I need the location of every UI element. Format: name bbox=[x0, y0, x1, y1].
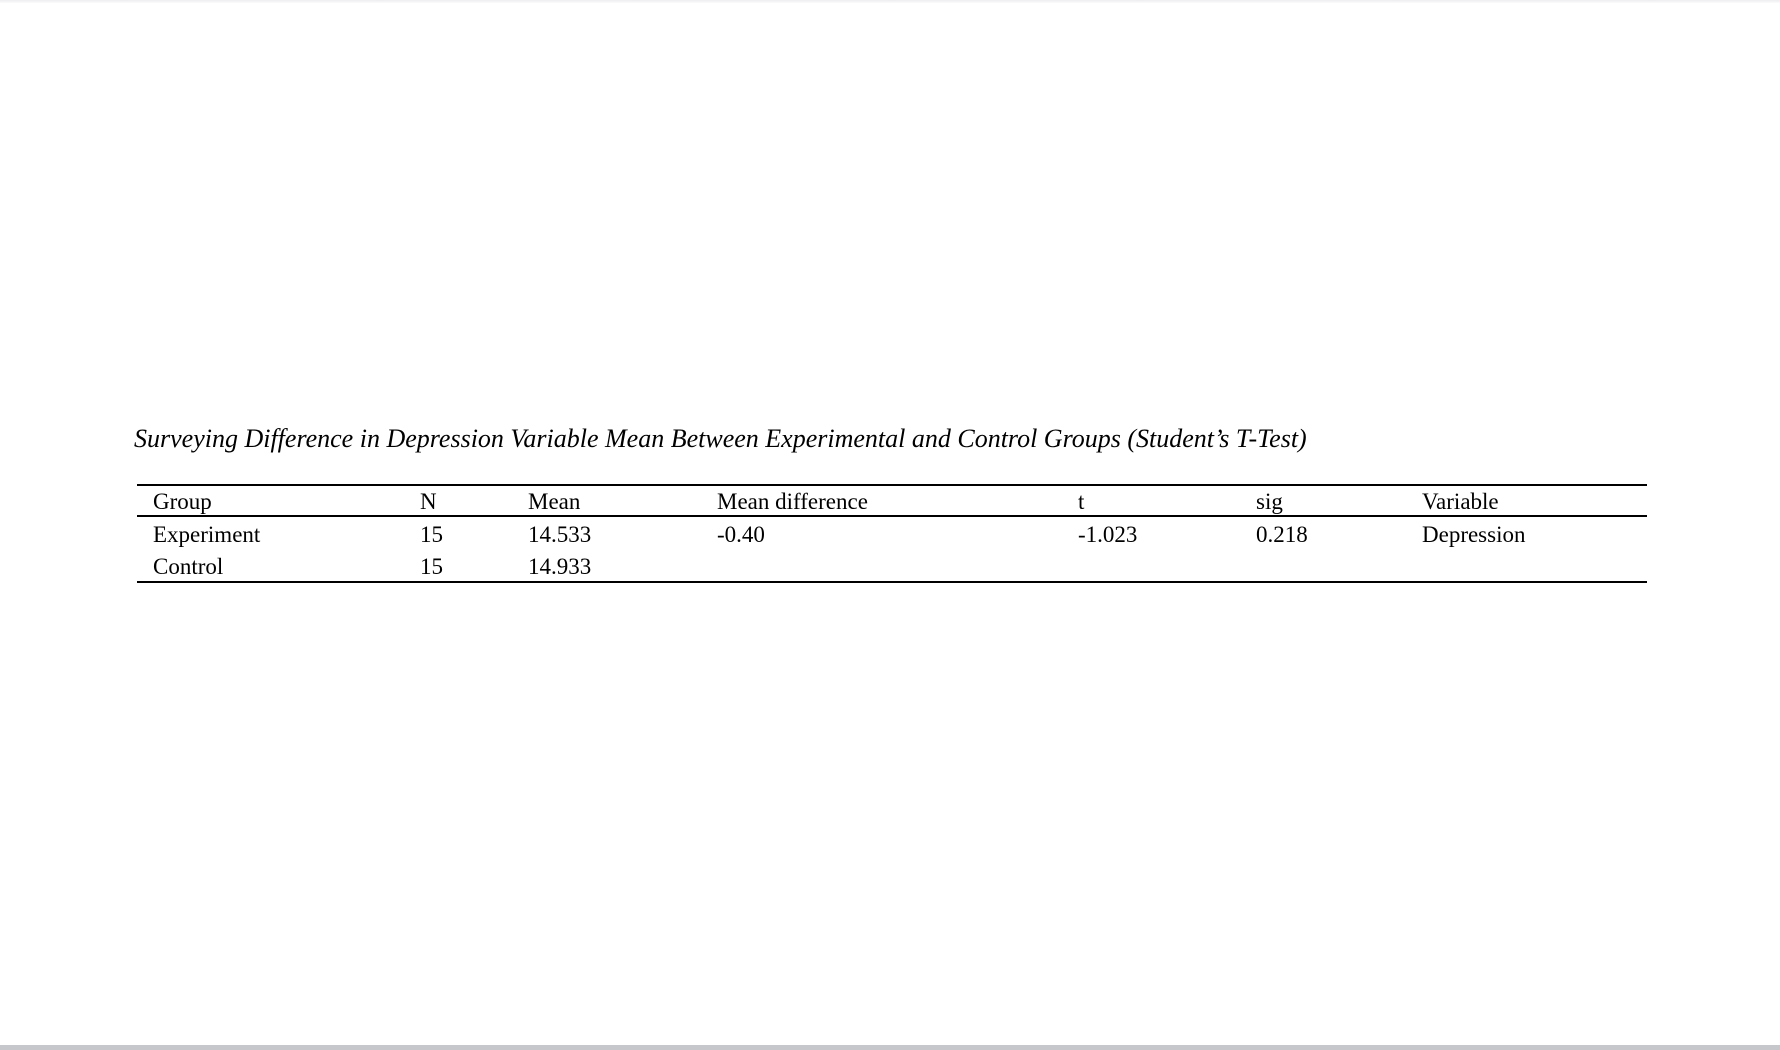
column-header-variable: Variable bbox=[1422, 488, 1499, 514]
cell-group: Control bbox=[153, 553, 224, 579]
page-top-edge bbox=[0, 0, 1780, 3]
cell-variable bbox=[1406, 549, 1647, 582]
cell-sig: 0.218 bbox=[1256, 521, 1308, 547]
cell-mean: 14.533 bbox=[528, 521, 592, 547]
page-bottom-edge bbox=[0, 1045, 1780, 1050]
column-header-t: t bbox=[1078, 488, 1085, 514]
cell-t: -1.023 bbox=[1078, 521, 1138, 547]
cell-sig bbox=[1240, 549, 1406, 582]
cell-n: 15 bbox=[420, 521, 443, 547]
t-test-results-table bbox=[137, 484, 1647, 583]
column-header-n: N bbox=[420, 488, 437, 514]
table-row-experiment bbox=[137, 516, 1647, 549]
column-header-mean-difference: Mean difference bbox=[717, 488, 868, 514]
column-header-mean: Mean bbox=[528, 488, 581, 514]
cell-group: Experiment bbox=[153, 521, 261, 547]
column-header-group: Group bbox=[153, 488, 212, 514]
column-header-sig: sig bbox=[1256, 488, 1283, 514]
cell-variable: Depression bbox=[1422, 521, 1526, 547]
table-row-control bbox=[137, 549, 1647, 582]
cell-t bbox=[1062, 549, 1240, 582]
table-caption: Surveying Difference in Depression Variable Mean Between Experimental and Control Groups (Student’s T-Test) bbox=[134, 424, 1307, 453]
cell-mean: 14.933 bbox=[528, 553, 592, 579]
cell-mean-difference bbox=[701, 549, 1062, 582]
cell-n: 15 bbox=[420, 553, 443, 579]
table-header-row bbox=[137, 485, 1647, 516]
cell-mean-difference: -0.40 bbox=[717, 521, 765, 547]
